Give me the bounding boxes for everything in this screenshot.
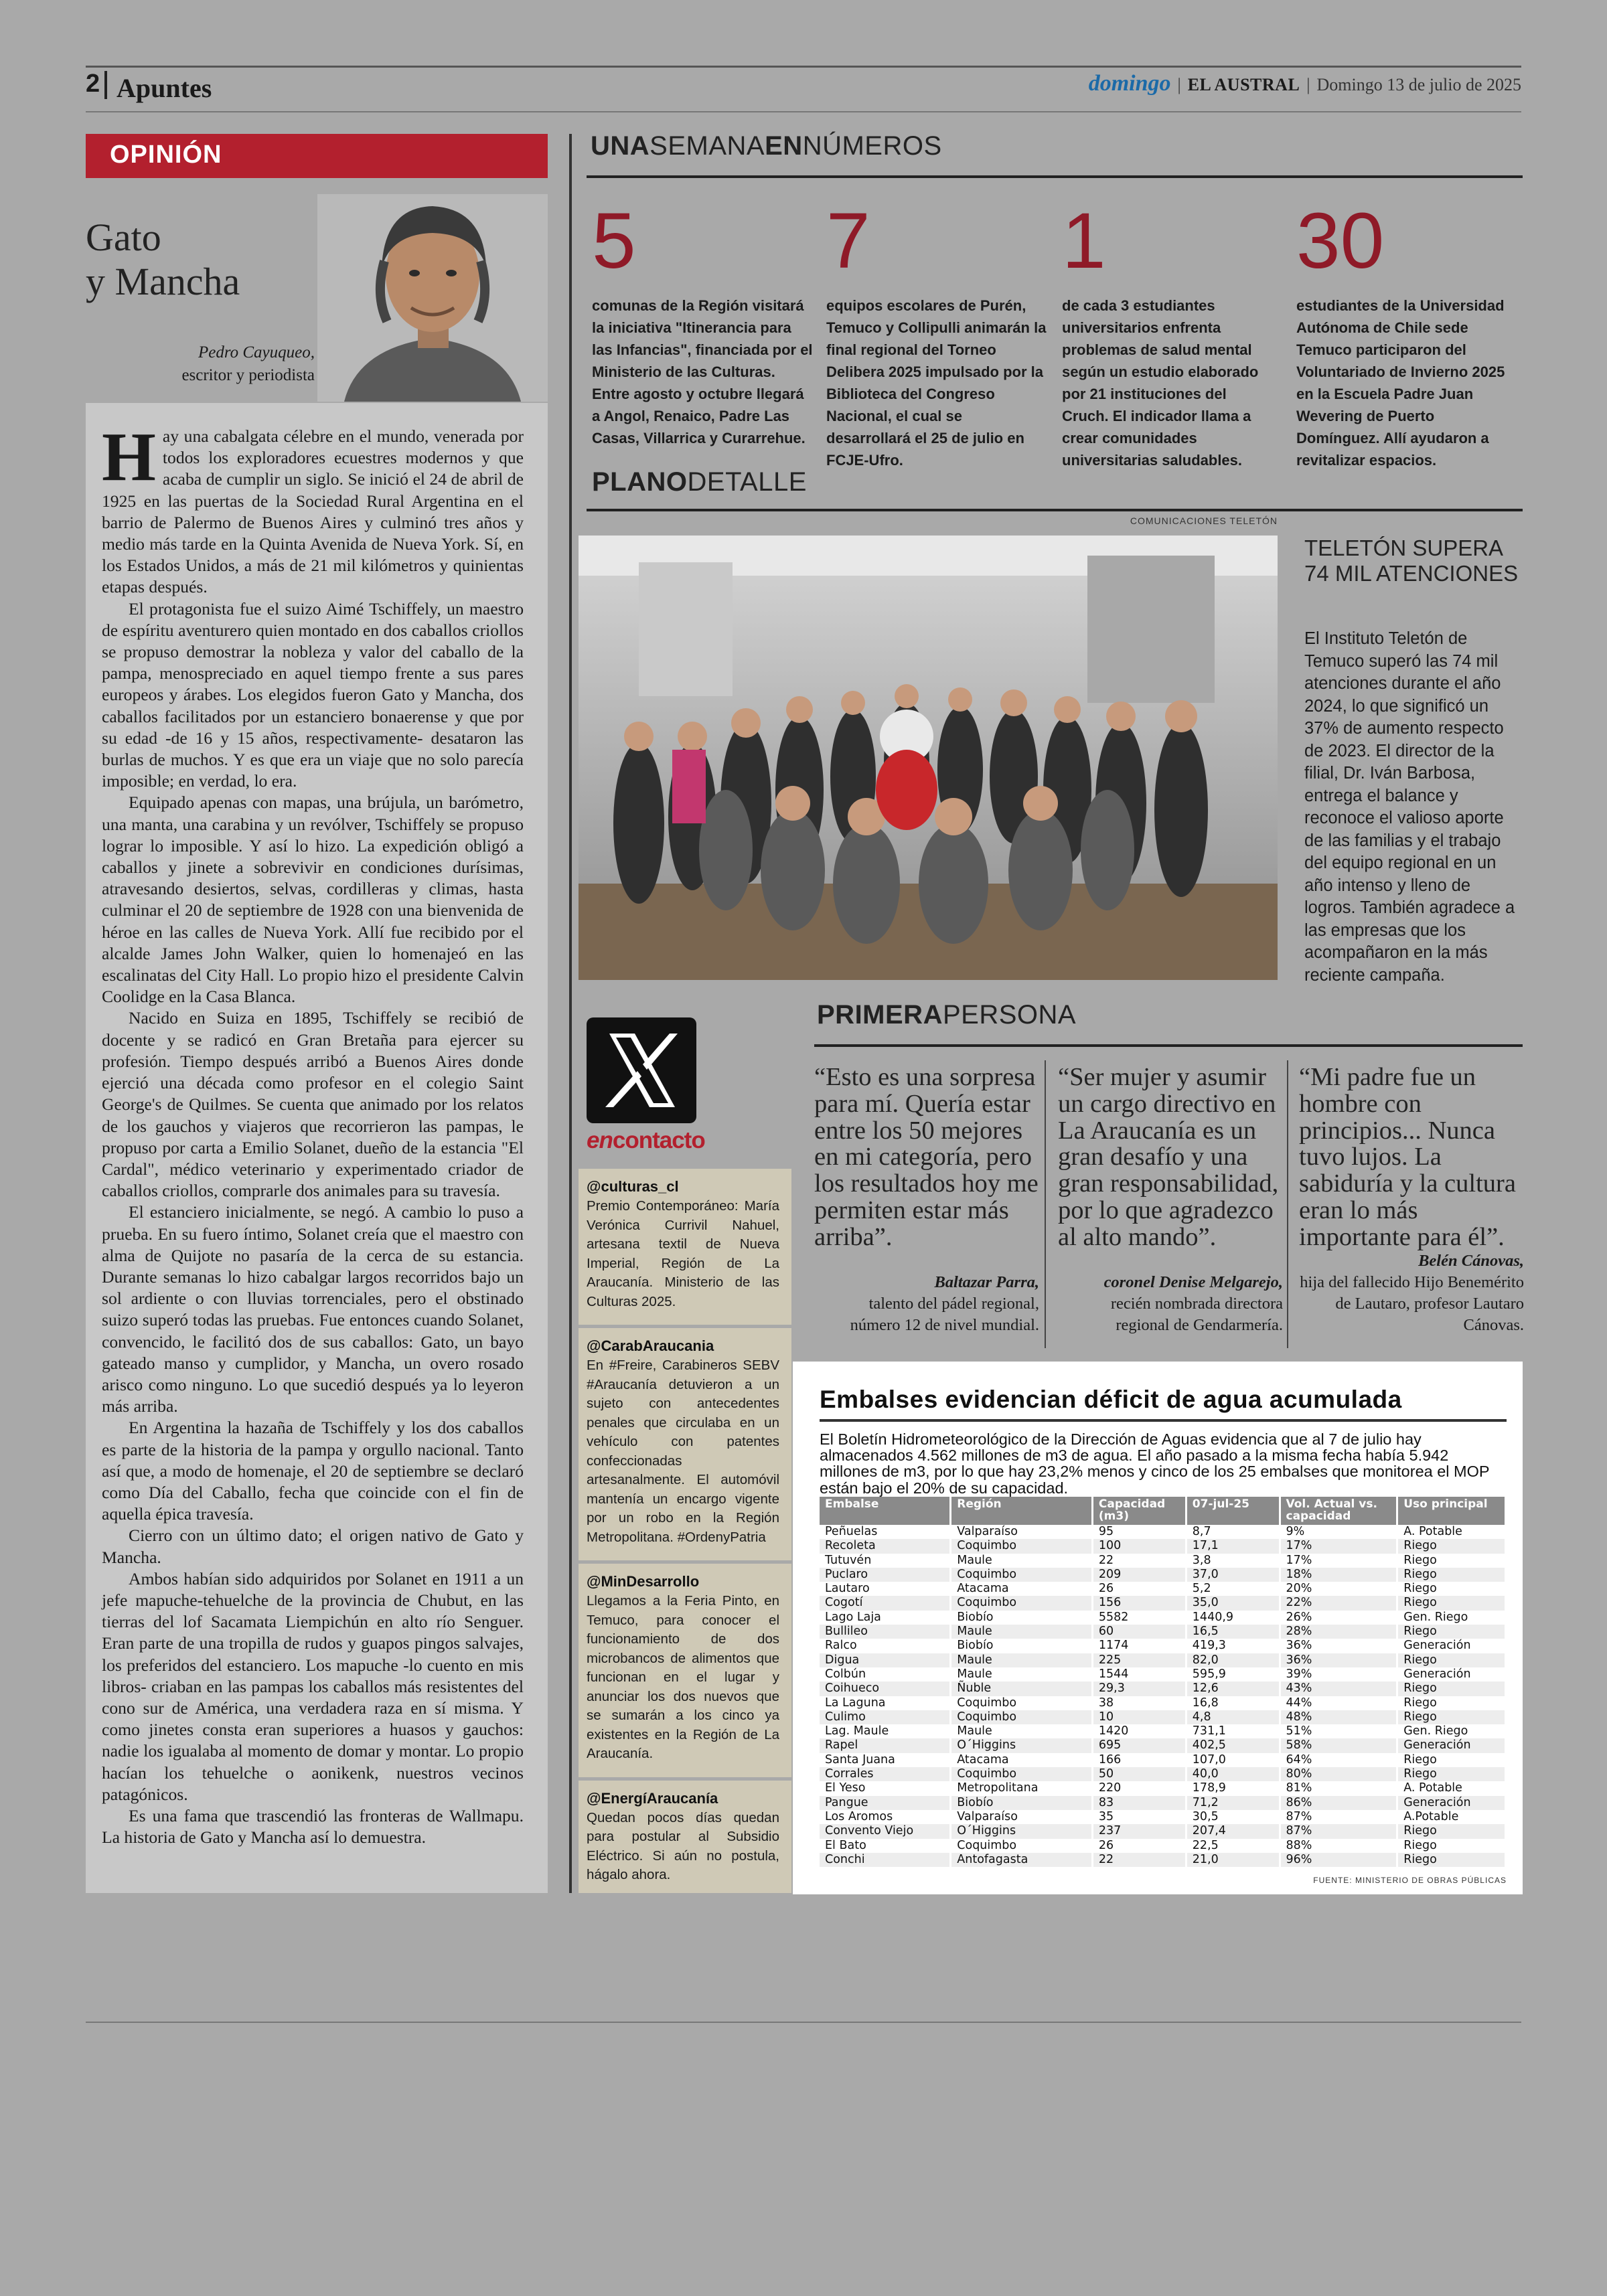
table-source: FUENTE: MINISTERIO DE OBRAS PÚBLICAS bbox=[1313, 1876, 1507, 1885]
stat-text: de cada 3 estudiantes universitarios enfrenta problemas de salud mental según un estudio elaborado por 21 instituciones del Cruch. El indicador llama a crear comunidades universitarias saludables. bbox=[1062, 297, 1259, 469]
stat-number: 1 bbox=[1062, 197, 1106, 285]
table-cell: 71,2 bbox=[1186, 1796, 1280, 1810]
table-cell: Biobío bbox=[951, 1611, 1093, 1625]
tweet-handle: @MinDesarrollo bbox=[587, 1573, 700, 1590]
brand-logo: domingo bbox=[1088, 71, 1171, 96]
table-cell: 28% bbox=[1280, 1625, 1397, 1639]
table-cell: A. Potable bbox=[1397, 1525, 1506, 1539]
table-cell: Riego bbox=[1397, 1839, 1506, 1853]
header-bottom-rule bbox=[86, 111, 1521, 112]
table-cell: 8,7 bbox=[1186, 1525, 1280, 1539]
encontacto-label bbox=[587, 1127, 705, 1154]
table-cell: 695 bbox=[1092, 1738, 1186, 1752]
tweet bbox=[579, 1325, 791, 1560]
table-cell: Riego bbox=[1397, 1696, 1506, 1710]
table-row bbox=[820, 1767, 1506, 1781]
table-row bbox=[820, 1796, 1506, 1810]
tweet bbox=[579, 1777, 791, 1898]
embalses-table bbox=[820, 1497, 1507, 1867]
quote-block bbox=[814, 1064, 1039, 1345]
stat-text: estudiantes de la Universidad Autónoma de Chile sede Temuco participaron del Voluntariado de Invierno 2025 en la Escuela Padre Juan Wevering de Puerto Domínguez. Allí ayudaron a revitalizar espacios. bbox=[1296, 297, 1505, 469]
table-cell: El Bato bbox=[820, 1839, 951, 1853]
table-cell: 35 bbox=[1092, 1810, 1186, 1824]
table-cell: 26 bbox=[1092, 1582, 1186, 1596]
table-cell: 83 bbox=[1092, 1796, 1186, 1810]
table-cell: 20% bbox=[1280, 1582, 1397, 1596]
semana-title-rule bbox=[587, 175, 1523, 178]
table-cell: Riego bbox=[1397, 1625, 1506, 1639]
table-row bbox=[820, 1568, 1506, 1582]
table-cell: Ralco bbox=[820, 1639, 951, 1653]
table-header-row bbox=[820, 1497, 1506, 1525]
table-cell: 82,0 bbox=[1186, 1653, 1280, 1667]
quote-author: coronel Denise Melgarejo, bbox=[1103, 1273, 1283, 1291]
table-cell: Coquimbo bbox=[951, 1596, 1093, 1610]
tweet bbox=[579, 1560, 791, 1777]
table-cell: 22 bbox=[1092, 1853, 1186, 1867]
table-cell: 100 bbox=[1092, 1539, 1186, 1553]
table-cell: Los Aromos bbox=[820, 1810, 951, 1824]
opinion-paragraph: El estanciero inicialmente, se negó. A cambio lo puso a prueba. En su fuero íntimo, Solanet creía que el maestro con alma de Quijote no pasaría de la cerca de su estancia. Durante semanas lo hizo cabalgar largos recorridos bajo un sol ardiente o con lluvias torrenciales, pero el obstinado suizo superó todas las pruebas. Fue entonces cuando Solanet, convencido, le facilitó dos de sus caballos: Gato, un bayo gateado manso y cumplidor, y Mancha, un overo rosado arisco como ninguno. Lo que sucedió después ya lo leyeron más arriba. bbox=[102, 1202, 524, 1416]
opinion-tag-label: OPINIÓN bbox=[110, 141, 222, 169]
column-header: Vol. Actual vs. capacidad bbox=[1280, 1497, 1397, 1525]
title-light-part: SEMANA bbox=[649, 131, 765, 161]
table-cell: Riego bbox=[1397, 1582, 1506, 1596]
table-cell: Riego bbox=[1397, 1653, 1506, 1667]
title-bold-part: EN bbox=[765, 131, 803, 161]
table-cell: Riego bbox=[1397, 1596, 1506, 1610]
tweet-text: Premio Contemporáneo: María Verónica Currivil Nahuel, artesana textil de Nueva Imperial, Región de La Araucanía. Ministerio de las Culturas 2025. bbox=[587, 1198, 779, 1309]
table-cell: 17% bbox=[1280, 1554, 1397, 1568]
embalses-table-body bbox=[820, 1525, 1506, 1867]
opinion-paragraph: Es una fama que trascendió las fronteras de Wallmapu. La historia de Gato y Mancha así lo demuestra. bbox=[102, 1806, 524, 1848]
quote-signature bbox=[1062, 1272, 1283, 1336]
table-cell: 156 bbox=[1092, 1596, 1186, 1610]
encontacto-label-en: en bbox=[587, 1127, 613, 1153]
stat-number: 5 bbox=[592, 197, 636, 285]
embalses-intro: El Boletín Hidrometeorológico de la Dirección de Aguas evidencia que al 7 de julio hay almacenados 4.562 millones de m3 de agua. El año pasado a la misma fecha había 5.942 millones de m3, por lo que hay 23,2% menos y cinco de los 25 embalses que monitorea el MOP están bajo el 20% de su capacidad. bbox=[820, 1430, 1490, 1497]
table-cell: El Yeso bbox=[820, 1781, 951, 1795]
tweet-text: Llegamos a la Feria Pinto, en Temuco, para conocer el funcionamiento de dos microbancos de alimentos que funcionan en el lugar y anunciar los dos nuevos que se sumarán a los cinco ya existentes en la Región de La Araucanía. bbox=[587, 1593, 779, 1761]
table-row bbox=[820, 1639, 1506, 1653]
table-row bbox=[820, 1596, 1506, 1610]
table-cell: 12,6 bbox=[1186, 1682, 1280, 1696]
table-cell: Maule bbox=[951, 1667, 1093, 1682]
table-cell: 51% bbox=[1280, 1724, 1397, 1738]
table-cell: 595,9 bbox=[1186, 1667, 1280, 1682]
table-cell: Valparaíso bbox=[951, 1525, 1093, 1539]
table-row bbox=[820, 1582, 1506, 1596]
table-cell: Riego bbox=[1397, 1682, 1506, 1696]
table-cell: 87% bbox=[1280, 1810, 1397, 1824]
table-cell: 731,1 bbox=[1186, 1724, 1280, 1738]
table-cell: 29,3 bbox=[1092, 1682, 1186, 1696]
table-cell: 16,8 bbox=[1186, 1696, 1280, 1710]
table-cell: 60 bbox=[1092, 1625, 1186, 1639]
table-cell: 39% bbox=[1280, 1667, 1397, 1682]
tweet bbox=[579, 1169, 791, 1325]
quote-role: recién nombrada directora regional de Gendarmería. bbox=[1110, 1295, 1283, 1334]
column-header: Uso principal bbox=[1397, 1497, 1506, 1525]
table-cell: 38 bbox=[1092, 1696, 1186, 1710]
table-cell: 64% bbox=[1280, 1753, 1397, 1767]
table-cell: Digua bbox=[820, 1653, 951, 1667]
quote-block bbox=[1299, 1064, 1524, 1345]
table-row bbox=[820, 1525, 1506, 1539]
table-cell: Pangue bbox=[820, 1796, 951, 1810]
teleton-group-photo-illustration bbox=[579, 536, 1278, 980]
table-row bbox=[820, 1682, 1506, 1696]
page-bottom-rule bbox=[86, 2022, 1521, 2023]
plano-section-title bbox=[592, 467, 807, 497]
masthead-separator: | bbox=[1306, 75, 1310, 94]
table-cell: 44% bbox=[1280, 1696, 1397, 1710]
table-cell: A. Potable bbox=[1397, 1781, 1506, 1795]
quote-block bbox=[1058, 1064, 1283, 1345]
table-cell: Generación bbox=[1397, 1639, 1506, 1653]
quote-author: Baltazar Parra, bbox=[934, 1273, 1039, 1291]
title-light-part: NÚMEROS bbox=[802, 131, 942, 161]
opinion-paragraph: Equipado apenas con mapas, una brújula, un barómetro, una manta, una carabina y un revólver, Tschiffely se propuso lograr lo imposible. Y así lo hizo. La expedición obligó a caballos y jinete a sobrevivir en condiciones durísimas, atravesando desiertos, selvas, cordilleras y climas, hasta culminar el 20 de septiembre de 1928 con una bienvenida de héroe en las calles de Nueva York. Allí fue recibido por el alcalde James John Walker, quien lo homenajeó en las escalinatas del City Hall. Lo propio hizo el presidente Calvin Coolidge en la Casa Blanca. bbox=[102, 793, 524, 1007]
table-cell: Riego bbox=[1397, 1568, 1506, 1582]
table-cell: 26% bbox=[1280, 1611, 1397, 1625]
table-cell: 50 bbox=[1092, 1767, 1186, 1781]
table-cell: Tutuvén bbox=[820, 1554, 951, 1568]
table-cell: Gen. Riego bbox=[1397, 1724, 1506, 1738]
table-cell: 16,5 bbox=[1186, 1625, 1280, 1639]
photo-credit: COMUNICACIONES TELETÓN bbox=[1130, 515, 1278, 526]
table-cell: 88% bbox=[1280, 1839, 1397, 1853]
table-cell: 1440,9 bbox=[1186, 1611, 1280, 1625]
table-cell: Bullileo bbox=[820, 1625, 951, 1639]
quote-role: hija del fallecido Hijo Benemérito de Lautaro, profesor Lautaro Cánovas. bbox=[1300, 1273, 1524, 1334]
table-cell: 37,0 bbox=[1186, 1568, 1280, 1582]
table-cell: 402,5 bbox=[1186, 1738, 1280, 1752]
table-cell: Ñuble bbox=[951, 1682, 1093, 1696]
table-cell: 18% bbox=[1280, 1568, 1397, 1582]
table-row bbox=[820, 1667, 1506, 1682]
issue-date: Domingo 13 de julio de 2025 bbox=[1316, 75, 1521, 94]
table-cell: Maule bbox=[951, 1625, 1093, 1639]
title-bold-part: PLANO bbox=[592, 467, 688, 497]
table-cell: Atacama bbox=[951, 1753, 1093, 1767]
table-row bbox=[820, 1611, 1506, 1625]
table-cell: 107,0 bbox=[1186, 1753, 1280, 1767]
table-cell: 166 bbox=[1092, 1753, 1186, 1767]
quote-text: “Mi padre fue un hombre con principios... Nunca tuvo lujos. La sabiduría y la cultura eran lo más importante para él”. bbox=[1299, 1063, 1516, 1251]
table-cell: Maule bbox=[951, 1653, 1093, 1667]
opinion-tag bbox=[86, 134, 548, 178]
table-cell: 209 bbox=[1092, 1568, 1186, 1582]
table-cell: 207,4 bbox=[1186, 1824, 1280, 1838]
author-role: escritor y periodista bbox=[181, 366, 315, 384]
title-light-part: DETALLE bbox=[687, 467, 807, 497]
table-cell: Riego bbox=[1397, 1710, 1506, 1724]
table-cell: Colbún bbox=[820, 1667, 951, 1682]
table-cell: 96% bbox=[1280, 1853, 1397, 1867]
table-cell: 9% bbox=[1280, 1525, 1397, 1539]
table-cell: Generación bbox=[1397, 1667, 1506, 1682]
title-light-part: PERSONA bbox=[942, 1000, 1077, 1030]
opinion-paragraph: Ambos habían sido adquiridos por Solanet en 1911 a un jefe mapuche-tehuelche de la provincia de Chubut, en las tierras del lof Sacamata Liempichún en alto río Senguer. Eran parte de una tropilla de rudos y guapos pingos salvajes, los preferidos del estanciero. Los mapuche -lo cuento en mis libros- criaban en las pampas los caballos más resistentes del cono sur de América, una verdadera raza en sí misma. Y como jinetes consta eran superiores a huasos y gauchos: nadie los igualaba al momento de domar y montar. Lo propio hacían los tehuelche o aonikenk, nuestros vecinos patagónicos. bbox=[102, 1568, 524, 1804]
opinion-headline-line1: Gato bbox=[86, 216, 161, 259]
table-cell: Lautaro bbox=[820, 1582, 951, 1596]
tweets-panel bbox=[579, 1169, 791, 1893]
table-cell: 17% bbox=[1280, 1539, 1397, 1553]
table-row bbox=[820, 1781, 1506, 1795]
section-name: Apuntes bbox=[117, 73, 212, 103]
table-cell: 5582 bbox=[1092, 1611, 1186, 1625]
table-cell: Coihueco bbox=[820, 1682, 951, 1696]
table-cell: Peñuelas bbox=[820, 1525, 951, 1539]
table-cell: Convento Viejo bbox=[820, 1824, 951, 1838]
table-cell: 43% bbox=[1280, 1682, 1397, 1696]
author-portrait bbox=[317, 194, 548, 402]
table-row bbox=[820, 1810, 1506, 1824]
table-cell: 4,8 bbox=[1186, 1710, 1280, 1724]
table-cell: 22% bbox=[1280, 1596, 1397, 1610]
opinion-body bbox=[102, 418, 524, 1848]
paper-name: EL AUSTRAL bbox=[1187, 75, 1300, 94]
table-cell: Coquimbo bbox=[951, 1539, 1093, 1553]
table-cell: Generación bbox=[1397, 1738, 1506, 1752]
table-row bbox=[820, 1753, 1506, 1767]
author-byline bbox=[127, 341, 315, 387]
encontacto-label-rest: contacto bbox=[612, 1127, 705, 1153]
table-cell: Coquimbo bbox=[951, 1710, 1093, 1724]
table-cell: Coquimbo bbox=[951, 1696, 1093, 1710]
table-cell: Riego bbox=[1397, 1539, 1506, 1553]
table-cell: Corrales bbox=[820, 1767, 951, 1781]
tweet-text: Quedan pocos días quedan para postular al Subsidio Eléctrico. Si aún no postula, hágalo ahora. bbox=[587, 1809, 779, 1882]
page-number: 2 bbox=[86, 70, 100, 98]
table-cell: 225 bbox=[1092, 1653, 1186, 1667]
quote-role: talento del pádel regional, número 12 de nivel mundial. bbox=[850, 1295, 1039, 1334]
stat-text: equipos escolares de Purén, Temuco y Collipulli animarán la final regional del Torneo Delibera 2025 impulsado por la Biblioteca del Congreso Nacional, el cual se desarrollará el 25 de julio en FCJE-Ufro. bbox=[826, 297, 1047, 469]
column-header: Región bbox=[951, 1497, 1093, 1525]
table-cell: O´Higgins bbox=[951, 1738, 1093, 1752]
table-row bbox=[820, 1653, 1506, 1667]
plano-body: El Instituto Teletón de Temuco superó las 74 mil atenciones durante el año 2024, lo que significó un 37% de aumento respecto de 2023. El director de la filial, Dr. Iván Barbosa, entrega el balance y reconoce el valioso aporte de las familias y el trabajo del equipo regional en un año intenso y lleno de logros. También agradece a las empresas que los acompañaron en la más reciente campaña. bbox=[1304, 629, 1515, 985]
stat-number: 30 bbox=[1296, 197, 1385, 285]
table-cell: 36% bbox=[1280, 1639, 1397, 1653]
table-cell: Valparaíso bbox=[951, 1810, 1093, 1824]
tweet-handle: @CarabAraucania bbox=[587, 1337, 714, 1354]
table-cell: 17,1 bbox=[1186, 1539, 1280, 1553]
table-row bbox=[820, 1853, 1506, 1867]
quotes-row bbox=[814, 1063, 1524, 1348]
opinion-headline-line2: y Mancha bbox=[86, 260, 240, 303]
opinion-headline bbox=[86, 216, 240, 304]
table-cell: 178,9 bbox=[1186, 1781, 1280, 1795]
primera-title-rule bbox=[814, 1044, 1523, 1047]
table-cell: O´Higgins bbox=[951, 1824, 1093, 1838]
column-header: 07-jul-25 bbox=[1186, 1497, 1280, 1525]
table-cell: 5,2 bbox=[1186, 1582, 1280, 1596]
embalses-title: Embalses evidencian déficit de agua acumulada bbox=[820, 1386, 1402, 1413]
column-header: Embalse bbox=[820, 1497, 951, 1525]
table-cell: 95 bbox=[1092, 1525, 1186, 1539]
table-cell: Riego bbox=[1397, 1554, 1506, 1568]
opinion-paragraph-text: ay una cabalgata célebre en el mundo, venerada por todos los exploradores ecuestres modernos y que acaba de cumplir un siglo. Se inició el 24 de abril de 1925 en las puertas de la Sociedad Rural Argentina en el barrio de Palermo de Buenos Aires y culminó tres años y medio más tarde en la Quinta Avenida de Nueva York. Sí, en los Estados Unidos, a más de 21 mil kilómetros y quinientas etapas después. bbox=[102, 426, 524, 597]
stat-number: 7 bbox=[826, 197, 870, 285]
header-top-rule bbox=[86, 66, 1521, 68]
table-cell: Rapel bbox=[820, 1738, 951, 1752]
table-cell: Riego bbox=[1397, 1753, 1506, 1767]
tweet-text: En #Freire, Carabineros SEBV #Araucanía detuvieron a un sujeto con antecedentes penales que circulaba en un vehículo con patentes confeccionadas artesanalmente. El automóvil mantenía un encargo vigente por un robo en la Región Metropolitana. #OrdenyPatria bbox=[587, 1358, 779, 1545]
table-cell: 10 bbox=[1092, 1710, 1186, 1724]
embalses-title-rule bbox=[820, 1419, 1507, 1422]
table-cell: Maule bbox=[951, 1724, 1093, 1738]
table-cell: Coquimbo bbox=[951, 1767, 1093, 1781]
table-cell: Biobío bbox=[951, 1639, 1093, 1653]
opinion-paragraph bbox=[102, 418, 524, 598]
table-cell: Antofagasta bbox=[951, 1853, 1093, 1867]
plano-title-rule bbox=[587, 509, 1523, 511]
quote-text: “Esto es una sorpresa para mí. Quería estar entre los 50 mejores en mi categoría, pero los resultados hoy me permiten estar más arriba”. bbox=[814, 1063, 1039, 1251]
title-bold-part: PRIMERA bbox=[817, 1000, 943, 1030]
column-divider bbox=[569, 134, 572, 1893]
table-cell: Recoleta bbox=[820, 1539, 951, 1553]
table-cell: Gen. Riego bbox=[1397, 1611, 1506, 1625]
x-logo-glyph bbox=[587, 1017, 696, 1123]
dropcap: H bbox=[102, 418, 156, 495]
table-cell: 80% bbox=[1280, 1767, 1397, 1781]
primera-section-title bbox=[817, 1000, 1076, 1030]
table-cell: 58% bbox=[1280, 1738, 1397, 1752]
table-cell: 36% bbox=[1280, 1653, 1397, 1667]
table-row bbox=[820, 1839, 1506, 1853]
opinion-paragraph: Nacido en Suiza en 1895, Tschiffely se recibió de docente y se radicó en Gran Bretaña para ejercer su profesión. Tiempo después arribó a Buenos Aires donde ejerció una década como profesor en el colegio Saint George's de Quilmes. Se cuenta que animado por los relatos de los gauchos y viajeros que recorrieron las pampas, le propuso por carta a Emilio Solanet, dueño de la estancia "El Cardal", médico veterinario y experimentado criador de caballos criollos, comprarle dos animales para su travesía. bbox=[102, 1008, 524, 1201]
table-cell: 237 bbox=[1092, 1824, 1186, 1838]
masthead-info bbox=[1089, 71, 1521, 96]
tweet-handle: @culturas_cl bbox=[587, 1178, 679, 1195]
table-row bbox=[820, 1724, 1506, 1738]
column-header: Capacidad (m3) bbox=[1092, 1497, 1186, 1525]
plano-headline: TELETÓN SUPERA 74 MIL ATENCIONES bbox=[1304, 536, 1519, 586]
table-cell: Santa Juana bbox=[820, 1753, 951, 1767]
table-cell: Maule bbox=[951, 1554, 1093, 1568]
table-cell: Puclaro bbox=[820, 1568, 951, 1582]
table-cell: Biobío bbox=[951, 1796, 1093, 1810]
page-number-divider bbox=[104, 71, 107, 99]
table-row bbox=[820, 1554, 1506, 1568]
table-cell: A.Potable bbox=[1397, 1810, 1506, 1824]
table-cell: Riego bbox=[1397, 1767, 1506, 1781]
author-name: Pedro Cayuqueo, bbox=[198, 343, 315, 361]
table-cell: Coquimbo bbox=[951, 1839, 1093, 1853]
table-cell: 1544 bbox=[1092, 1667, 1186, 1682]
table-cell: 35,0 bbox=[1186, 1596, 1280, 1610]
table-cell: Culimo bbox=[820, 1710, 951, 1724]
embalses-card bbox=[793, 1362, 1523, 1894]
x-logo-icon bbox=[587, 1017, 696, 1123]
opinion-paragraph: El protagonista fue el suizo Aimé Tschiffely, un maestro de espíritu aventurero quien montado en dos caballos criollos se propuso demostrar la nobleza y valor del caballo de la pampa, menospreciado en aquel tiempo frente a sus pares europeos y árabes. Los elegidos fueron Gato y Mancha, dos caballos facilitados por un estanciero bonaerense y que por su edad -de 16 y 15 años, respectivamente- desataron las burlas de muchos. Y es que era un viaje que no solo parecía imposible; en verdad, lo era. bbox=[102, 598, 524, 791]
table-row bbox=[820, 1738, 1506, 1752]
table-cell: Lago Laja bbox=[820, 1611, 951, 1625]
table-cell: 220 bbox=[1092, 1781, 1186, 1795]
table-cell: Cogotí bbox=[820, 1596, 951, 1610]
title-bold-part: UNA bbox=[591, 131, 650, 161]
table-row bbox=[820, 1710, 1506, 1724]
table-cell: Metropolitana bbox=[951, 1781, 1093, 1795]
table-cell: 81% bbox=[1280, 1781, 1397, 1795]
table-cell: 3,8 bbox=[1186, 1554, 1280, 1568]
author-portrait-illustration bbox=[317, 194, 548, 402]
quote-author: Belén Cánovas, bbox=[1418, 1252, 1524, 1270]
table-cell: 22,5 bbox=[1186, 1839, 1280, 1853]
table-row bbox=[820, 1696, 1506, 1710]
semana-section-title bbox=[591, 131, 942, 161]
teleton-group-photo bbox=[579, 536, 1278, 980]
table-cell: 1420 bbox=[1092, 1724, 1186, 1738]
table-cell: Conchi bbox=[820, 1853, 951, 1867]
table-cell: Lag. Maule bbox=[820, 1724, 951, 1738]
table-cell: 48% bbox=[1280, 1710, 1397, 1724]
table-cell: Coquimbo bbox=[951, 1568, 1093, 1582]
table-cell: 26 bbox=[1092, 1839, 1186, 1853]
table-cell: 40,0 bbox=[1186, 1767, 1280, 1781]
masthead-separator: | bbox=[1177, 75, 1181, 94]
stat-text: comunas de la Región visitará la iniciativa "Itinerancia para las Infancias", financiada por el Ministerio de las Culturas. Entre agosto y octubre llegará a Angol, Renaico, Padre Las Casas, Villarrica y Curarrehue. bbox=[592, 297, 813, 446]
table-cell: 30,5 bbox=[1186, 1810, 1280, 1824]
table-cell: Riego bbox=[1397, 1824, 1506, 1838]
quote-signature bbox=[818, 1272, 1039, 1336]
tweet-handle: @EnergíAraucanía bbox=[587, 1789, 718, 1807]
quote-signature bbox=[1299, 1250, 1524, 1336]
table-cell: 21,0 bbox=[1186, 1853, 1280, 1867]
table-cell: 22 bbox=[1092, 1554, 1186, 1568]
table-cell: La Laguna bbox=[820, 1696, 951, 1710]
table-row bbox=[820, 1625, 1506, 1639]
table-cell: Generación bbox=[1397, 1796, 1506, 1810]
opinion-paragraph: En Argentina la hazaña de Tschiffely y los dos caballos es parte de la historia de la pampa y orgullo nacional. Tanto así que, a modo de homenaje, el 20 de septiembre se declaró como Día del Caballo, fecha que coincide con el fin de aquella épica travesía. bbox=[102, 1418, 524, 1524]
table-cell: 419,3 bbox=[1186, 1639, 1280, 1653]
table-cell: 86% bbox=[1280, 1796, 1397, 1810]
quote-text: “Ser mujer y asumir un cargo directivo en La Araucanía es un gran desafío y una gran responsabilidad, por lo que agradezco al alto mando”. bbox=[1058, 1063, 1279, 1251]
table-row bbox=[820, 1824, 1506, 1838]
opinion-paragraph: Cierro con un último dato; el origen nativo de Gato y Mancha. bbox=[102, 1526, 524, 1567]
table-row bbox=[820, 1539, 1506, 1553]
table-cell: 87% bbox=[1280, 1824, 1397, 1838]
table-cell: 1174 bbox=[1092, 1639, 1186, 1653]
table-cell: Riego bbox=[1397, 1853, 1506, 1867]
table-cell: Atacama bbox=[951, 1582, 1093, 1596]
